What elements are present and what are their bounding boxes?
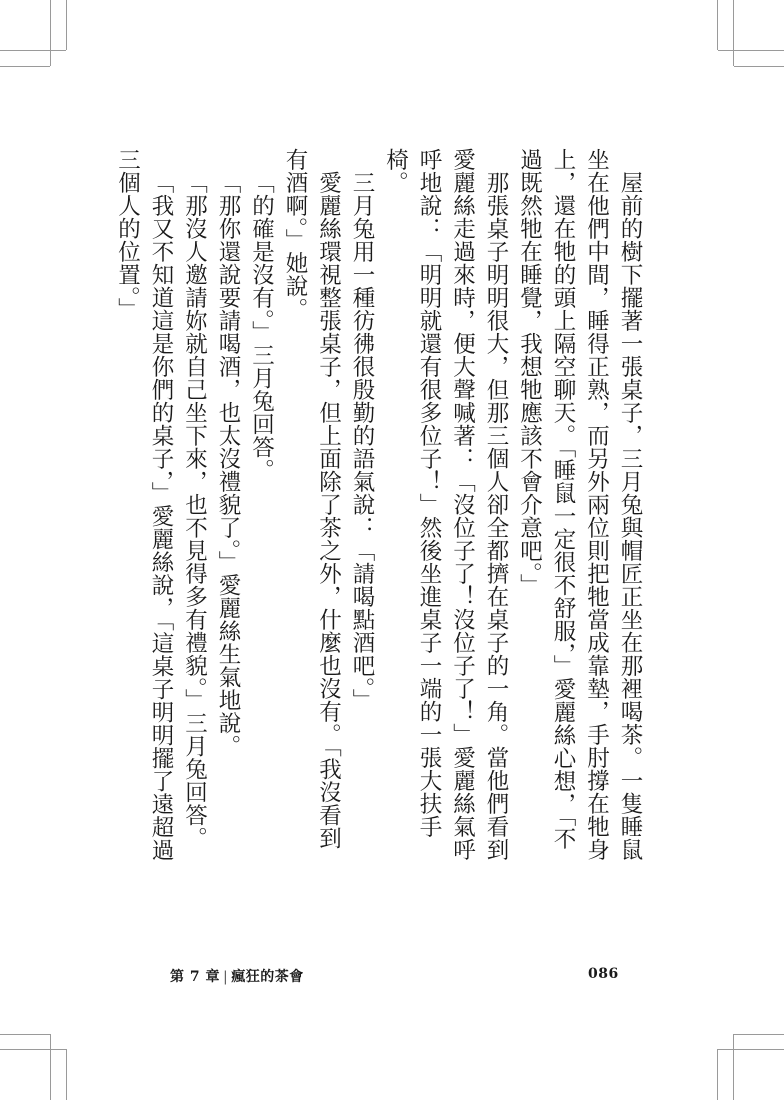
crop-mark (0, 1034, 50, 1035)
crop-mark (718, 50, 784, 51)
crop-mark (66, 1049, 67, 1100)
paragraph: 三月兔用一種彷彿很殷勤的語氣說：「請喝點酒吧。」 (349, 170, 375, 712)
paragraph: 那張桌子明明很大，但那三個人卻全都擠在桌子的一角。當他們看到愛麗絲走過來時，便大聲喊著：「沒位子了！沒位子了！」愛麗絲氣呼呼地說：「明明就還有很多位子！」然後坐進桌子一端的一張大扶手椅。 (382, 148, 509, 861)
crop-mark (717, 0, 718, 50)
crop-mark (66, 0, 67, 50)
paragraph: 「我又不知道這是你們的桌子，」愛麗絲說，「這桌子明明擺了遠超過三個人的位置。」 (114, 148, 174, 861)
paragraph: 「的確是沒有。」三月兔回答。 (248, 170, 275, 482)
crop-mark (0, 1049, 66, 1050)
paragraph: 「那沒人邀請妳就自己坐下來，也不見得多有禮貌。」三月兔回答。 (181, 170, 208, 850)
crop-mark (733, 1034, 734, 1100)
crop-mark (0, 66, 50, 67)
crop-mark (734, 66, 784, 67)
crop-mark (717, 1049, 718, 1100)
crop-mark (0, 50, 66, 51)
paragraph: 愛麗絲環視整張桌子，但上面除了茶之外，什麼也沒有。「我沒看到有酒啊。」她說。 (282, 148, 342, 850)
crop-mark (718, 1049, 784, 1050)
paragraph: 「那你還說要請喝酒，也太沒禮貌了。」愛麗絲生氣地說。 (215, 170, 241, 758)
page-number: 086 (588, 966, 619, 982)
paragraph: 屋前的樹下擺著一張桌子，三月兔與帽匠正坐在那裡喝茶。一隻睡鼠坐在他們中間，睡得正熟，而另外兩位則把牠當成靠墊，手肘撐在牠身上，還在牠的頭上隔空聊天。「睡鼠一定很不舒服，」愛麗絲心想，「不過既然牠在睡覺，我想牠應該不會介意吧。」 (516, 148, 643, 861)
crop-mark (50, 1034, 51, 1100)
running-footer (170, 966, 304, 986)
crop-mark (734, 1034, 784, 1035)
chapter-label: 第 7 章 (170, 969, 220, 985)
footer-separator: | (223, 969, 229, 985)
body-text (114, 148, 646, 868)
crop-mark (733, 0, 734, 66)
chapter-title: 瘋狂的茶會 (231, 969, 304, 985)
crop-mark (50, 0, 51, 66)
